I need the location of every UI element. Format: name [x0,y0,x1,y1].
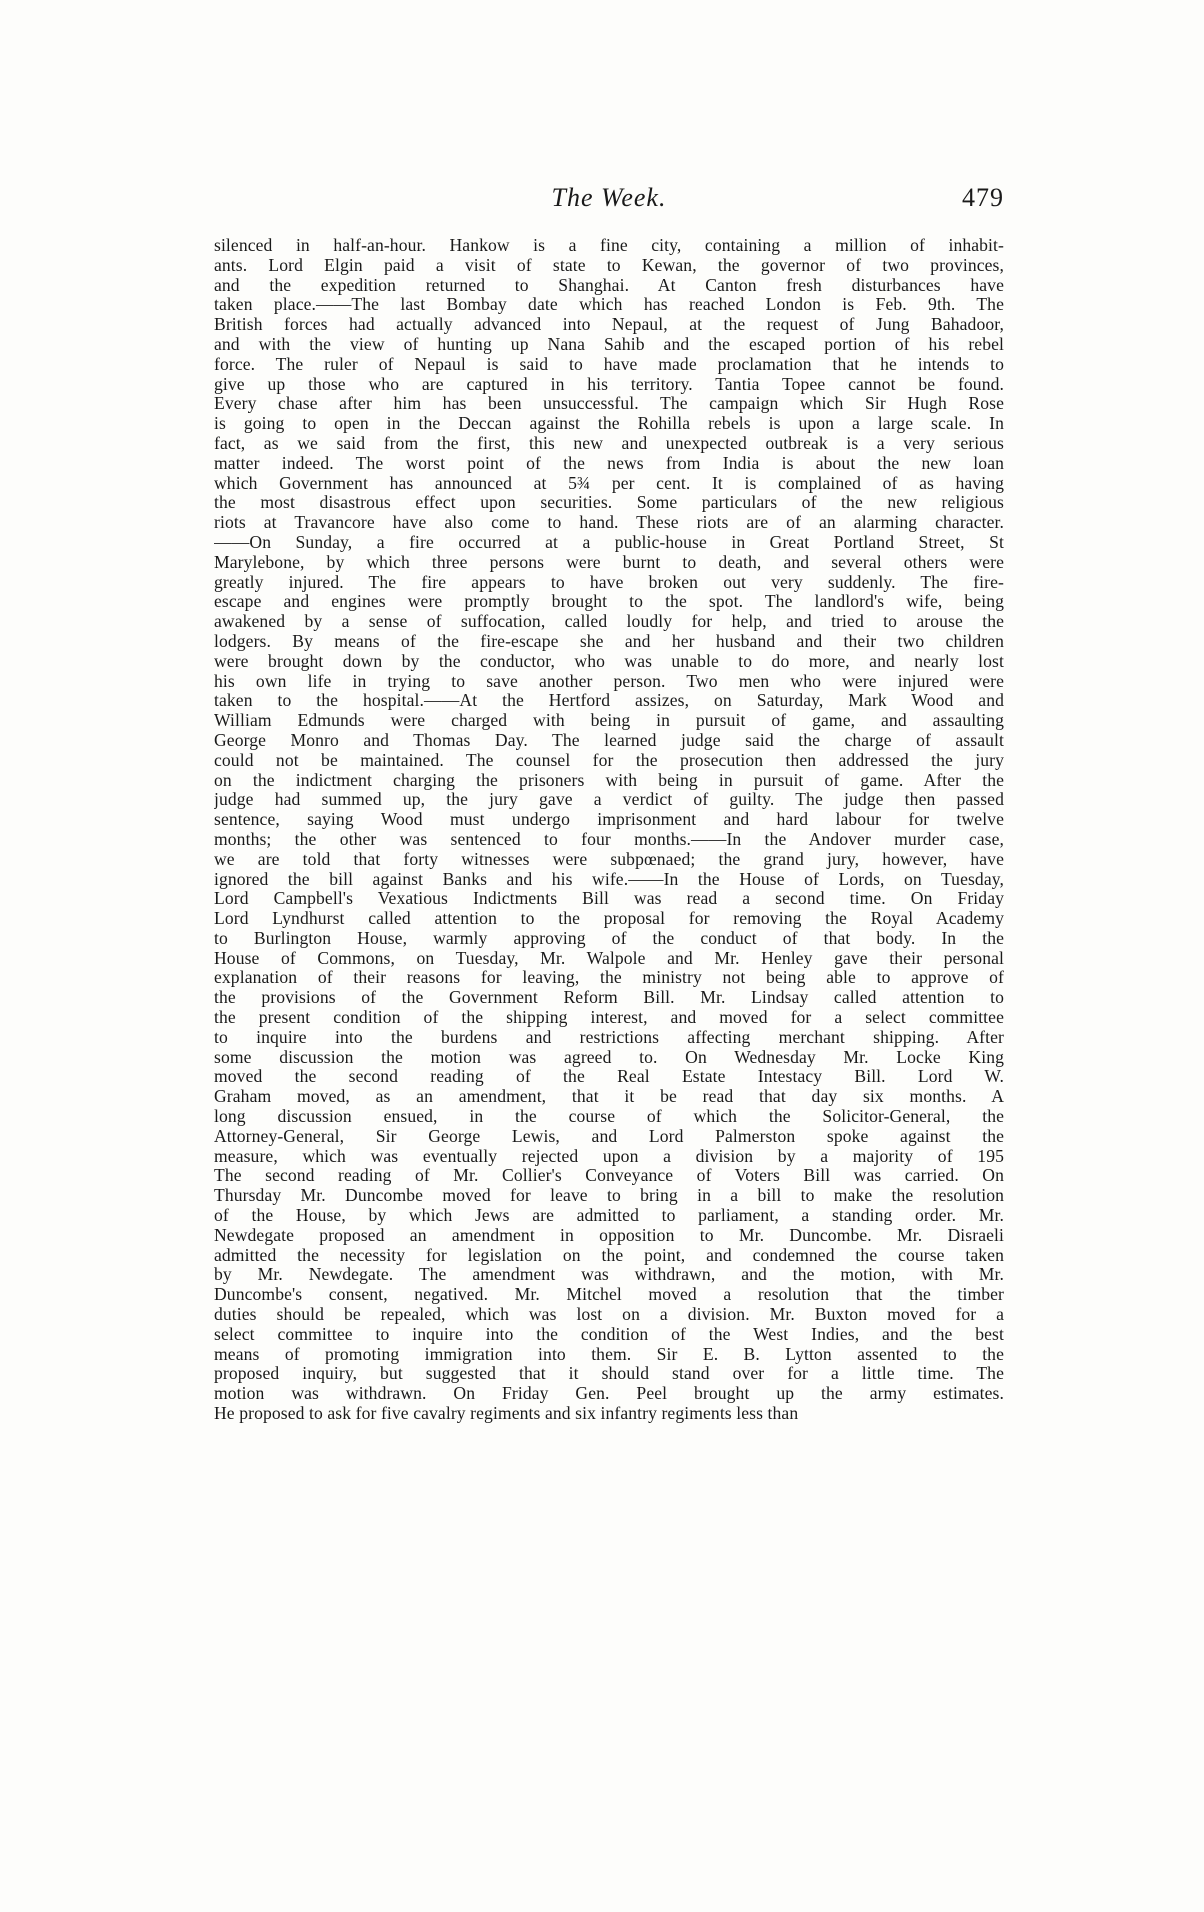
text-line: of the House, by which Jews are admitted to parliament, a standing order. Mr. [214,1206,1004,1226]
text-line: Newdegate proposed an amendment in opposition to Mr. Duncombe. Mr. Disraeli [214,1225,1004,1245]
text-line: House of Commons, on Tuesday, Mr. Walpole and Mr. Henley gave their personal [214,948,1004,968]
text-line: British forces had actually advanced into Nepaul, at the request of Jung Bahadoor, [214,315,1004,335]
text-line: could not be maintained. The counsel for the prosecution then addressed the jury [214,750,1004,770]
text-line: his own life in trying to save another person. Two men who were injured were [214,671,1004,691]
text-line: give up those who are captured in his territory. Tantia Topee cannot be found. [214,374,1004,394]
text-line: by Mr. Newdegate. The amendment was withdrawn, and the motion, with Mr. [214,1265,1004,1285]
text-line: lodgers. By means of the fire-escape she and her husband and their two children [214,631,1004,651]
text-line: matter indeed. The worst point of the news from India is about the new loan [214,453,1004,473]
text-line: admitted the necessity for legislation on the point, and condemned the course taken [214,1245,1004,1265]
text-line: William Edmunds were charged with being in pursuit of game, and assaulting [214,711,1004,731]
text-line: is going to open in the Deccan against the Rohilla rebels is upon a large scale. In [214,414,1004,434]
text-line: on the indictment charging the prisoners with being in pursuit of game. After the [214,770,1004,790]
text-line: were brought down by the conductor, who was unable to do more, and nearly lost [214,651,1004,671]
text-line: to inquire into the burdens and restrictions affecting merchant shipping. After [214,1027,1004,1047]
text-line: Every chase after him has been unsuccessful. The campaign which Sir Hugh Rose [214,394,1004,414]
text-line: and the expedition returned to Shanghai. At Canton fresh disturbances have [214,275,1004,295]
text-line: Graham moved, as an amendment, that it be read that day six months. A [214,1087,1004,1107]
running-title: The Week. [551,183,667,212]
text-line: He proposed to ask for five cavalry regiments and six infantry regiments less than [214,1404,799,1424]
text-line: sentence, saying Wood must undergo imprisonment and hard labour for twelve [214,810,1004,830]
text-line: long discussion ensued, in the course of which the Solicitor-General, the [214,1107,1004,1127]
text-line: months; the other was sentenced to four months.——In the Andover murder case, [214,829,1004,849]
text-line: taken place.——The last Bombay date which has reached London is Feb. 9th. The [214,295,1004,315]
text-line: Attorney-General, Sir George Lewis, and Lord Palmerston spoke against the [214,1126,1004,1146]
text-line: the present condition of the shipping interest, and moved for a select committee [214,1008,1004,1028]
text-line: ——On Sunday, a fire occurred at a public-house in Great Portland Street, St [214,532,1004,552]
text-line: and with the view of hunting up Nana Sahib and the escaped portion of his rebel [214,334,1004,354]
text-line: select committee to inquire into the condition of the West Indies, and the best [214,1324,1004,1344]
text-line: Marylebone, by which three persons were burnt to death, and several others were [214,552,1004,572]
text-line: means of promoting immigration into them. Sir E. B. Lytton assented to the [214,1344,1004,1364]
text-line: awakened by a sense of suffocation, called loudly for help, and tried to arouse the [214,612,1004,632]
text-line: we are told that forty witnesses were subpœnaed; the grand jury, however, have [214,849,1004,869]
page-header [214,183,1004,223]
text-line: explanation of their reasons for leaving, the ministry not being able to approve of [214,968,1004,988]
text-line: to Burlington House, warmly approving of the conduct of that body. In the [214,928,1004,948]
text-line: taken to the hospital.——At the Hertford assizes, on Saturday, Mark Wood and [214,691,1004,711]
text-line: silenced in half-an-hour. Hankow is a fine city, containing a million of inhabit- [214,236,1004,255]
text-line: The second reading of Mr. Collier's Conveyance of Voters Bill was carried. On [214,1166,1004,1186]
text-line: the most disastrous effect upon securities. Some particulars of the new religious [214,493,1004,513]
text-line: Thursday Mr. Duncombe moved for leave to bring in a bill to make the resolution [214,1186,1004,1206]
text-line: proposed inquiry, but suggested that it should stand over for a little time. The [214,1364,1004,1384]
text-line: Lord Lyndhurst called attention to the proposal for removing the Royal Academy [214,909,1004,929]
text-line: Lord Campbell's Vexatious Indictments Bill was read a second time. On Friday [214,889,1004,909]
text-line: measure, which was eventually rejected upon a division by a majority of 195 [214,1146,1004,1166]
text-line: duties should be repealed, which was lost on a division. Mr. Buxton moved for a [214,1305,1004,1325]
text-line: some discussion the motion was agreed to. On Wednesday Mr. Locke King [214,1047,1004,1067]
text-line: escape and engines were promptly brought to the spot. The landlord's wife, being [214,592,1004,612]
text-line: ants. Lord Elgin paid a visit of state to Kewan, the governor of two provinces, [214,255,1004,275]
text-line: moved the second reading of the Real Estate Intestacy Bill. Lord W. [214,1067,1004,1087]
text-line: force. The ruler of Nepaul is said to have made proclamation that he intends to [214,354,1004,374]
text-line: motion was withdrawn. On Friday Gen. Peel brought up the army estimates. [214,1384,1004,1404]
article-body [214,236,1004,1424]
text-line: which Government has announced at 5¾ per cent. It is complained of as having [214,473,1004,493]
text-line: judge had summed up, the jury gave a verdict of guilty. The judge then passed [214,790,1004,810]
text-line: George Monro and Thomas Day. The learned judge said the charge of assault [214,730,1004,750]
text-line: greatly injured. The fire appears to have broken out very suddenly. The fire- [214,572,1004,592]
text-line: fact, as we said from the first, this new and unexpected outbreak is a very serious [214,433,1004,453]
text-line: riots at Travancore have also come to hand. These riots are of an alarming character. [214,513,1004,533]
text-line: the provisions of the Government Reform Bill. Mr. Lindsay called attention to [214,988,1004,1008]
text-line: ignored the bill against Banks and his wife.——In the House of Lords, on Tuesday, [214,869,1004,889]
text-line: Duncombe's consent, negatived. Mr. Mitchel moved a resolution that the timber [214,1285,1004,1305]
page-number: 479 [962,183,1004,212]
